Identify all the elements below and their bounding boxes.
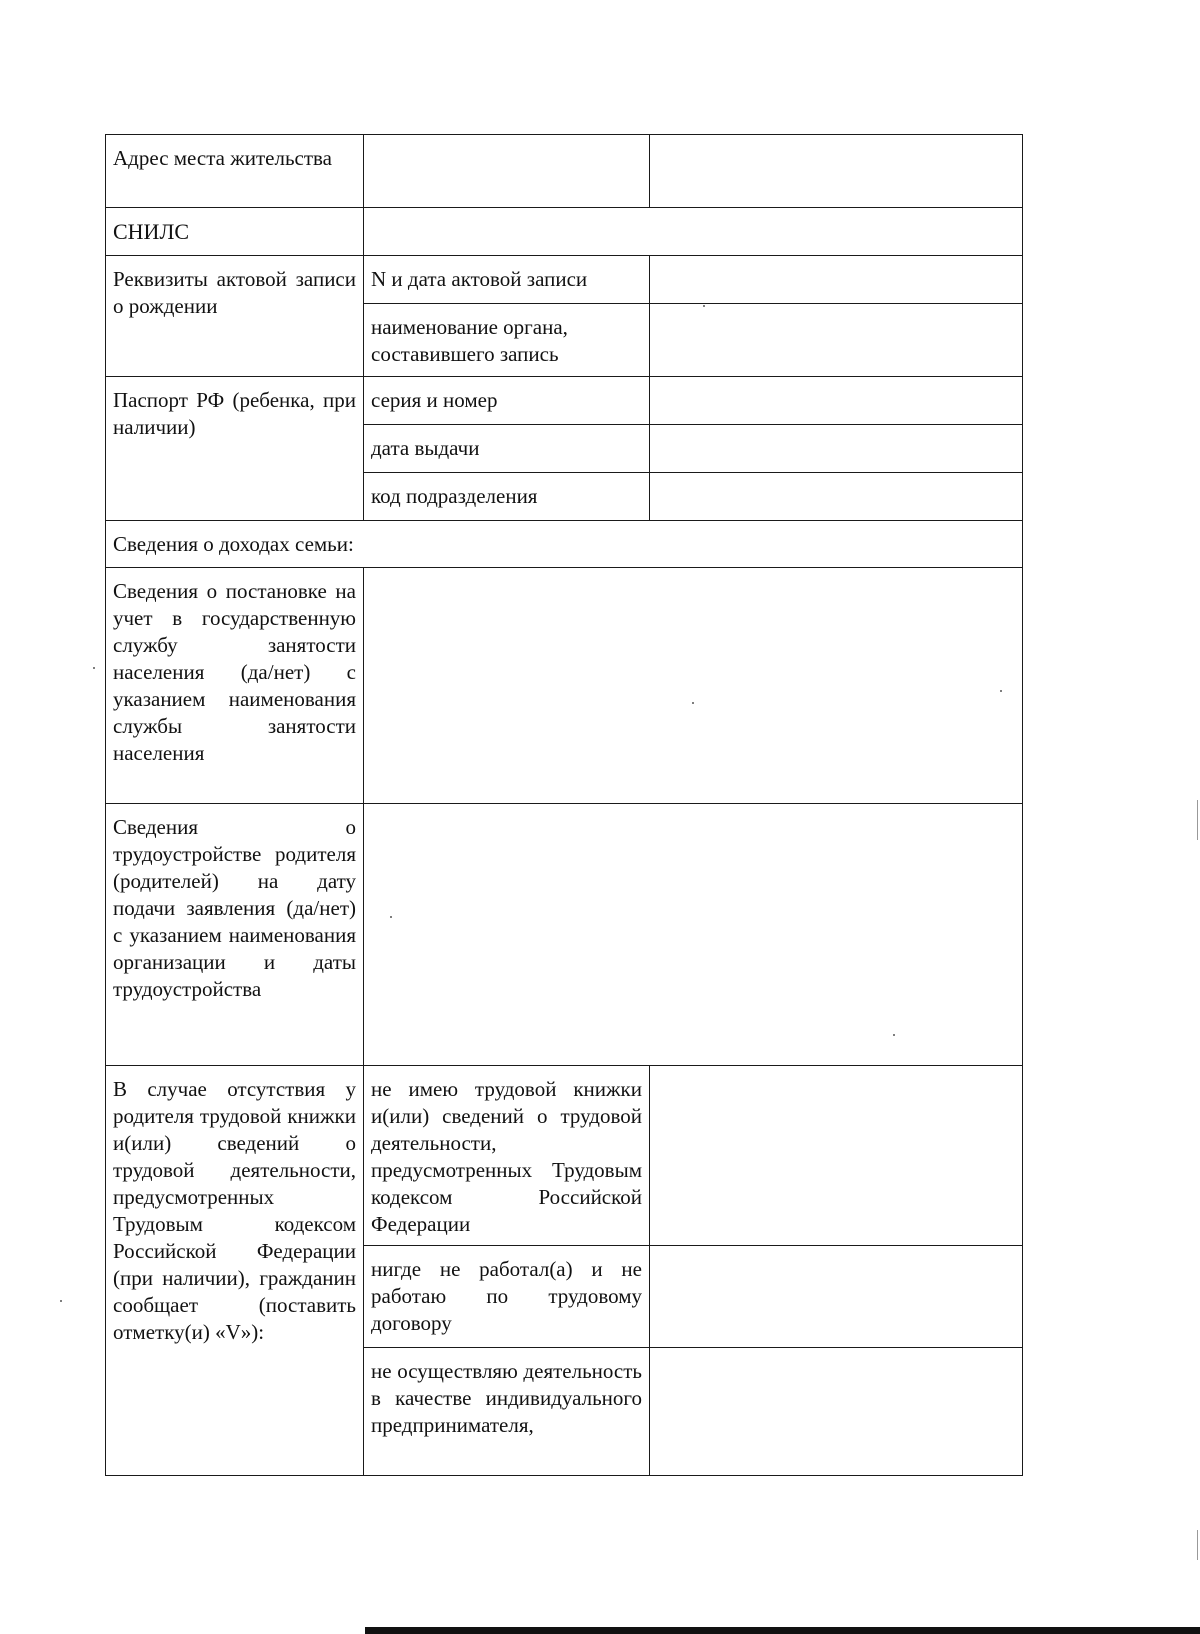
row-birth-record-number [106,256,1023,304]
birth-record-authority-field[interactable] [650,304,1023,377]
no-workbook-option-2-label: нигде не работал(а) и не работаю по трудовому договору [364,1246,650,1348]
address-value-field-2[interactable] [650,135,1023,208]
address-value-field[interactable] [364,135,650,208]
passport-issue-date-field[interactable] [650,425,1023,473]
employment-service-field[interactable] [364,568,1023,804]
passport-series-label: серия и номер [364,377,650,425]
employment-field[interactable] [364,804,1023,1066]
row-no-workbook-option-1 [106,1066,1023,1246]
scan-bottom-bar [365,1627,1200,1634]
birth-record-number-field[interactable] [650,256,1023,304]
employment-label: Сведения о трудоустройстве родителя (родителей) на дату подачи заявления (да/нет) с указанием наименования организации и даты трудоустройства [106,804,364,1066]
scan-speck [692,702,694,704]
application-form-table [105,134,1023,1476]
no-workbook-option-1-mark[interactable] [650,1066,1023,1246]
no-workbook-option-3-label: не осуществляю деятельность в качестве индивидуального предпринимателя, [364,1348,650,1476]
birth-record-label: Реквизиты актовой записи о рождении [106,256,364,377]
scan-speck [93,667,95,669]
row-snils [106,208,1023,256]
snils-value-field[interactable] [364,208,1023,256]
no-workbook-label: В случае отсутствия у родителя трудовой книжки и(или) сведений о трудовой деятельности, предусмотренных Трудовым кодексом Российской Федерации (при наличии), гражданин сообщает (поставить отметку(и) «V»): [106,1066,364,1476]
passport-division-code-label: код подразделения [364,473,650,521]
row-passport-series [106,377,1023,425]
employment-service-label: Сведения о постановке на учет в государственную службу занятости населения (да/нет) с указанием наименования службы занятости населения [106,568,364,804]
address-label: Адрес места жительства [106,135,364,208]
scan-speck [703,305,705,307]
no-workbook-option-3-mark[interactable] [650,1348,1023,1476]
income-header: Сведения о доходах семьи: [106,521,1023,568]
no-workbook-option-1-label: не имею трудовой книжки и(или) сведений о трудовой деятельности, предусмотренных Трудовым кодексом Российской Федерации [364,1066,650,1246]
passport-issue-date-label: дата выдачи [364,425,650,473]
passport-division-code-field[interactable] [650,473,1023,521]
scan-speck [1000,690,1002,692]
scan-speck [390,916,392,918]
row-employment-service [106,568,1023,804]
row-income-header [106,521,1023,568]
passport-series-field[interactable] [650,377,1023,425]
snils-label: СНИЛС [106,208,364,256]
scan-edge-mark [1197,1530,1198,1560]
scan-edge-mark [1197,800,1198,840]
row-address [106,135,1023,208]
scan-speck [893,1034,895,1036]
row-employment [106,804,1023,1066]
birth-record-number-label: N и дата актовой записи [364,256,650,304]
passport-label: Паспорт РФ (ребенка, при наличии) [106,377,364,521]
birth-record-authority-label: наименование органа, составившего запись [364,304,650,377]
no-workbook-option-2-mark[interactable] [650,1246,1023,1348]
scan-speck [60,1300,62,1302]
